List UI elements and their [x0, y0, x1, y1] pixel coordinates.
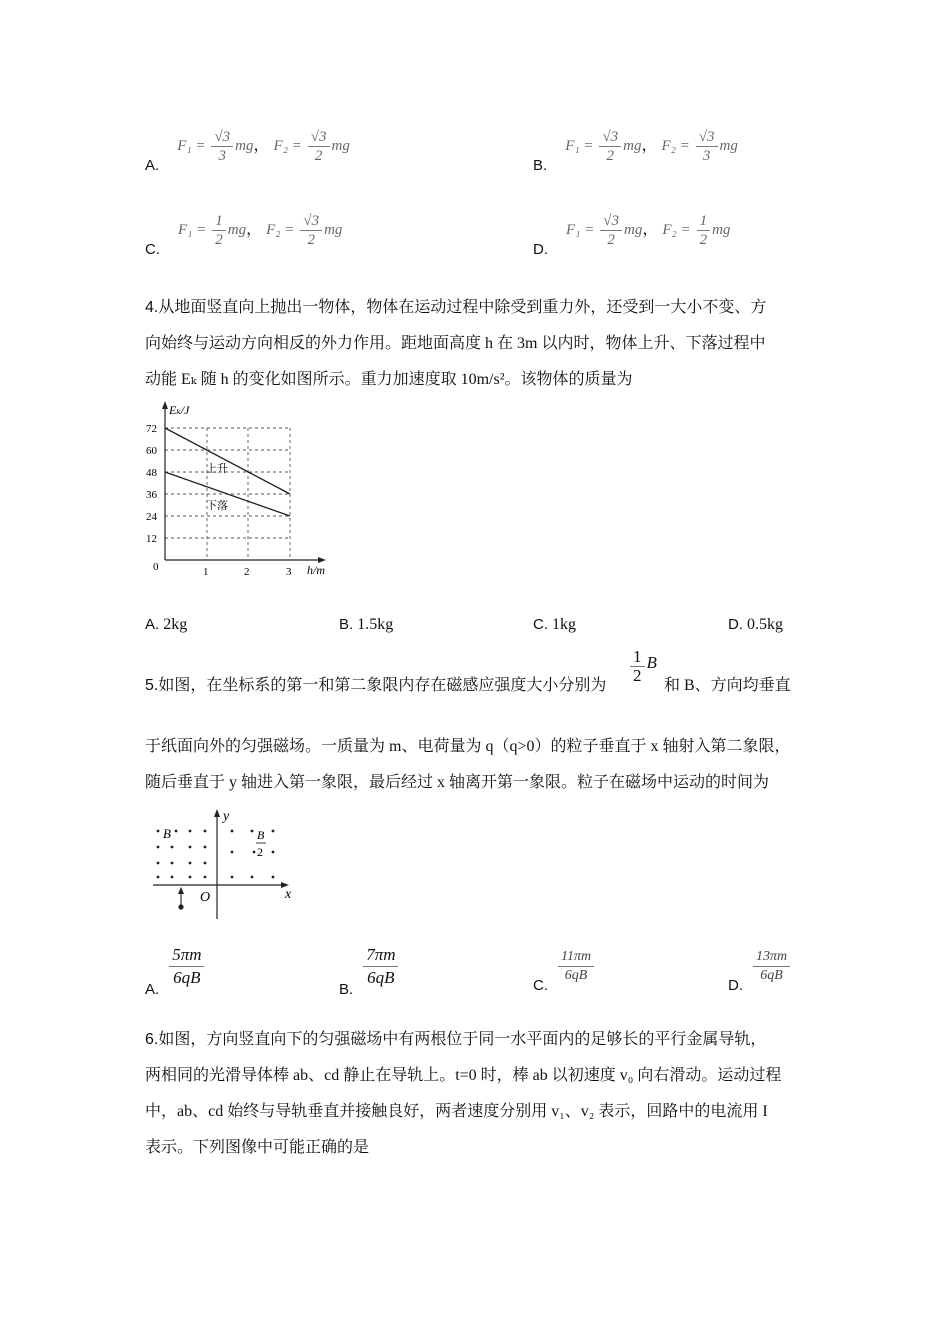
option-numerator: 13πm — [753, 948, 790, 967]
field-b-label: B — [163, 826, 171, 841]
question-number: 4. — [145, 299, 159, 316]
option-denominator: 6qB — [367, 968, 395, 987]
f2-denominator: 2 — [307, 232, 315, 248]
q5-option-a — [145, 944, 206, 999]
origin-label: 0 — [153, 561, 159, 573]
question-text: 从地面竖直向上抛出一物体，物体在运动过程中除受到重力外，还受到一大小不变、方 — [158, 299, 767, 316]
y-axis-label: y — [223, 809, 230, 824]
q3-option-d — [533, 212, 731, 259]
mg-label: mg — [623, 138, 642, 155]
option-letter: A. — [145, 616, 160, 633]
f2-label: F₂ = — [273, 138, 302, 155]
q5-line-3: 随后垂直于 y 轴进入第一象限，最后经过 x 轴离开第一象限。粒子在磁场中运动的时间为 — [145, 774, 770, 791]
field-half-b-denominator: 2 — [257, 845, 263, 859]
q5-line-2: 于纸面向外的匀强磁场。一质量为 m、电荷量为 q（q>0）的粒子垂直于 x 轴射入第二象限， — [145, 738, 791, 755]
ek-h-chart — [140, 398, 340, 583]
f1-numerator: √3 — [600, 212, 622, 231]
q4-line-1 — [145, 298, 766, 318]
f1-denominator: 2 — [607, 232, 615, 248]
f1-denominator: 2 — [606, 148, 615, 164]
option-value: 0.5kg — [747, 616, 783, 633]
x-tick-label: 1 — [203, 566, 209, 578]
fraction-variable: B — [646, 653, 657, 673]
q4-option-b — [339, 615, 393, 635]
q5-option-b — [339, 944, 400, 999]
option-value: 2kg — [163, 616, 188, 633]
f2-numerator: √3 — [308, 128, 330, 147]
q3-option-b — [533, 128, 738, 175]
f1-label: F₁ = — [177, 138, 206, 155]
f2-numerator: 1 — [697, 212, 711, 231]
q4-option-d — [728, 615, 783, 635]
y-axis-label: Eₖ/J — [169, 403, 190, 417]
question-text: 如图，方向竖直向下的匀强磁场中有两根位于同一水平面内的足够长的平行金属导轨， — [158, 1031, 767, 1048]
mg-label: mg — [712, 222, 731, 239]
option-letter: D. — [533, 241, 548, 259]
y-tick-label: 24 — [146, 511, 157, 523]
q6-line-3: 中，ab、cd 始终与导轨垂直并接触良好，两者速度分别用 v₁、v₂ 表示，回路中的电流用 I — [145, 1103, 768, 1120]
mg-label: mg — [227, 222, 247, 239]
option-denominator: 6qB — [564, 968, 588, 983]
f1-numerator: √3 — [211, 128, 233, 147]
x-axis-label: x — [285, 887, 292, 902]
f1-numerator: 1 — [212, 212, 226, 231]
q3-option-c — [145, 212, 343, 259]
question-text: 如图，在坐标系的第一和第二象限内存在磁感应强度大小分别为 — [158, 677, 607, 694]
mg-label: mg — [235, 138, 254, 155]
y-tick-label: 36 — [146, 489, 157, 501]
magnetic-field-figure — [145, 805, 305, 920]
q6-line-2: 两相同的光滑导体棒 ab、cd 静止在导轨上。t=0 时，棒 ab 以初速度 v₀ 向右滑动。运动过程 — [145, 1067, 782, 1084]
field-half-b-numerator: B — [257, 828, 265, 842]
x-tick-label: 3 — [286, 566, 292, 578]
option-letter: A. — [145, 981, 160, 999]
separator: ， — [641, 137, 658, 155]
series-label-down: 下落 — [206, 500, 228, 512]
option-numerator: 7πm — [363, 944, 398, 967]
option-denominator: 6qB — [760, 968, 783, 983]
y-tick-label: 60 — [146, 445, 157, 457]
particle-arrowhead — [178, 887, 184, 894]
series-line-up — [165, 428, 290, 494]
q5-line-1-end: 和 B、方向均垂直 — [664, 677, 791, 694]
q5-option-d — [728, 948, 792, 995]
f2-label: F₂ = — [662, 222, 691, 239]
q6-line-4: 表示。下列图像中可能正确的是 — [145, 1139, 370, 1156]
q5-line-1 — [145, 676, 606, 696]
origin-label: O — [200, 890, 211, 905]
q3-option-a — [145, 128, 350, 175]
option-letter: D. — [728, 616, 743, 633]
separator: ， — [246, 221, 263, 239]
f1-label: F₁ = — [565, 138, 594, 155]
f1-label: F₁ = — [566, 222, 595, 239]
question-number: 6. — [145, 1031, 159, 1048]
f2-numerator: √3 — [300, 212, 322, 231]
x-axis-label: h/m — [307, 563, 325, 577]
y-tick-label: 48 — [146, 467, 157, 479]
mg-label: mg — [623, 222, 643, 239]
q4-line-2: 向始终与运动方向相反的外力作用。距地面高度 h 在 3m 以内时，物体上升、下落过程中 — [145, 335, 766, 352]
option-letter: C. — [145, 241, 160, 259]
y-axis-arrow — [214, 809, 220, 817]
particle — [178, 904, 183, 909]
option-letter: C. — [533, 616, 548, 633]
q5-option-c — [533, 948, 596, 995]
y-tick-label: 12 — [146, 533, 157, 545]
f2-label: F₂ = — [266, 222, 295, 239]
mg-label: mg — [719, 138, 738, 155]
x-tick-label: 2 — [244, 566, 250, 578]
option-denominator: 6qB — [173, 968, 201, 987]
f2-denominator: 2 — [314, 148, 323, 164]
f1-denominator: 3 — [218, 148, 227, 164]
q4-line-3: 动能 Eₖ 随 h 的变化如图所示。重力加速度取 10m/s²。该物体的质量为 — [145, 371, 633, 388]
f2-denominator: 3 — [702, 148, 711, 164]
f2-label: F₂ = — [661, 138, 690, 155]
q4-option-c — [533, 615, 576, 635]
question-number: 5. — [145, 677, 159, 694]
option-letter: B. — [339, 616, 354, 633]
f1-numerator: √3 — [599, 128, 621, 147]
separator: ， — [253, 137, 270, 155]
series-label-up: 上升 — [206, 463, 228, 475]
option-letter: B. — [339, 981, 354, 999]
fraction-numerator: 1 — [630, 648, 645, 667]
mg-label: mg — [324, 222, 343, 239]
q4-option-a — [145, 615, 187, 635]
option-letter: C. — [533, 977, 548, 995]
separator: ， — [642, 221, 659, 239]
fraction-denominator: 2 — [633, 666, 642, 685]
y-tick-label: 72 — [146, 423, 157, 435]
q5-inline-fraction — [628, 648, 657, 685]
option-numerator: 5πm — [169, 944, 204, 967]
y-axis-arrow — [162, 401, 168, 409]
f1-label: F₁ = — [178, 222, 207, 239]
option-value: 1kg — [552, 616, 576, 633]
q6-line-1 — [145, 1030, 766, 1050]
option-numerator: 11πm — [558, 948, 594, 967]
f1-denominator: 2 — [215, 232, 223, 248]
option-letter: B. — [533, 157, 548, 175]
option-value: 1.5kg — [357, 616, 394, 633]
mg-label: mg — [331, 138, 350, 155]
f2-denominator: 2 — [699, 232, 708, 248]
option-letter: A. — [145, 157, 160, 175]
option-letter: D. — [728, 977, 743, 995]
f2-numerator: √3 — [696, 128, 718, 147]
